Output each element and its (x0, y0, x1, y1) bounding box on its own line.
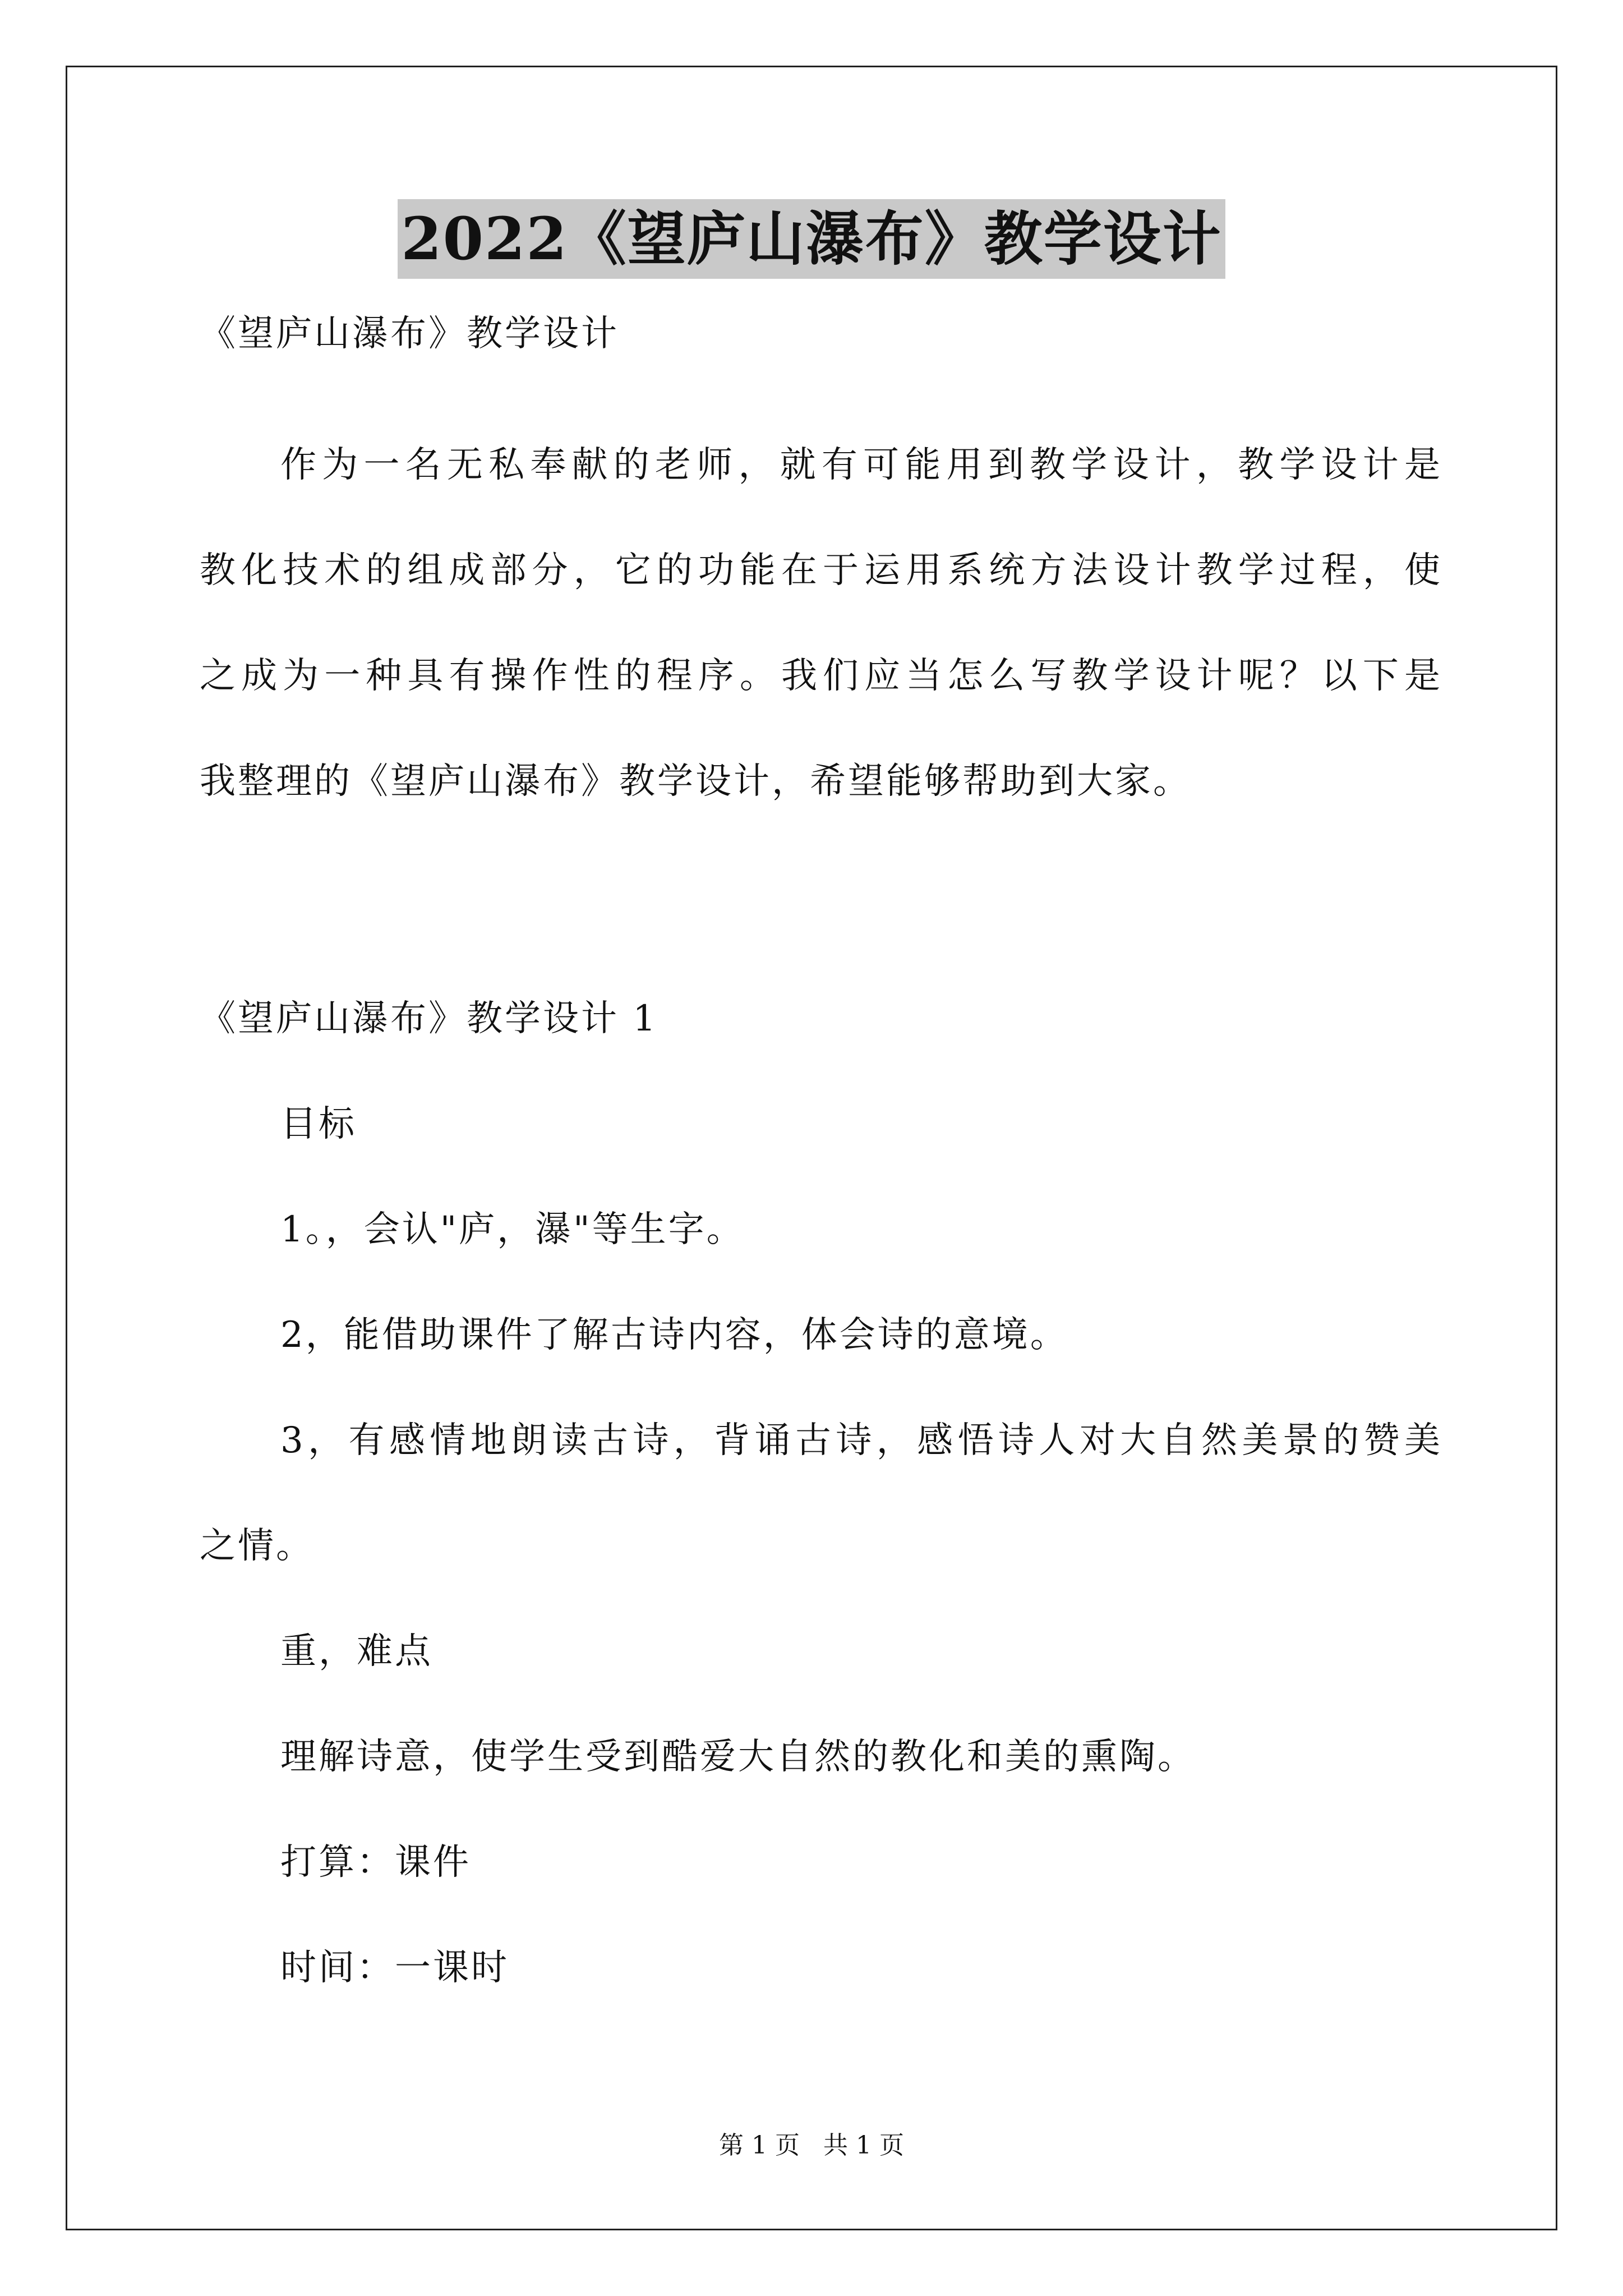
page-border (66, 66, 1557, 2230)
intro-line-2: 教化技术的组成部分，它的功能在于运用系统方法设计教学过程，使 (200, 550, 1442, 591)
page-number-footer: 第 1 页 共 1 页 (719, 2131, 904, 2160)
goal-heading: 目标 (280, 1103, 357, 1145)
intro-line-3: 之成为一种具有操作性的程序。我们应当怎么写教学设计呢？以下是 (200, 655, 1442, 697)
intro-line-4: 我整理的《望庐山瀑布》教学设计，希望能够帮助到大家。 (200, 761, 1191, 802)
key-points-heading: 重，难点 (280, 1631, 433, 1672)
intro-line-1: 作为一名无私奉献的老师，就有可能用到教学设计，教学设计是 (280, 444, 1442, 486)
document-title-block (0, 199, 1623, 279)
document-subtitle: 《望庐山瀑布》教学设计 (200, 313, 619, 355)
goal-item-3-line-2: 之情。 (200, 1525, 314, 1567)
section-heading: 《望庐山瀑布》教学设计 1 (200, 998, 658, 1039)
document-title: 2022《望庐山瀑布》教学设计 (398, 199, 1225, 279)
goal-item-1: 1。，会认"庐，瀑"等生字。 (280, 1209, 745, 1250)
preparation-text: 打算：课件 (280, 1842, 471, 1883)
duration-text: 时间：一课时 (280, 1947, 509, 1989)
goal-item-3-line-1: 3，有感情地朗读古诗，背诵古诗，感悟诗人对大自然美景的赞美 (280, 1420, 1442, 1461)
goal-item-2: 2，能借助课件了解古诗内容，体会诗的意境。 (280, 1314, 1068, 1356)
key-points-text: 理解诗意，使学生受到酷爱大自然的教化和美的熏陶。 (280, 1736, 1196, 1778)
